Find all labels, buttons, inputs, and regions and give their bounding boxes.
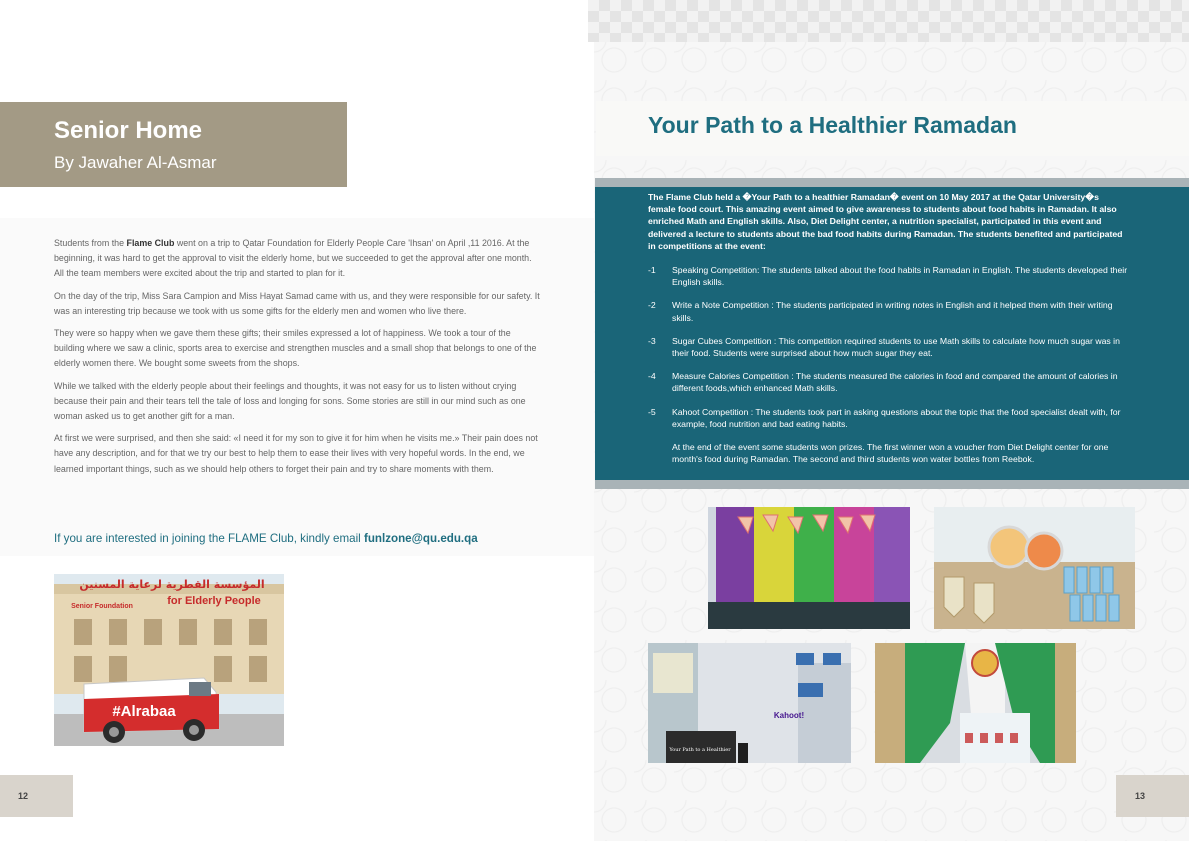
sign-small-text: Senior Foundation (71, 603, 133, 610)
sign-english-text: for Elderly People (167, 595, 261, 607)
chalkboard-text: Your Path to a Healthier (669, 747, 731, 753)
competition-item (648, 406, 1128, 430)
page-number-right: 13 (1116, 775, 1189, 817)
competition-text: Kahoot Competition : The students took part in asking questions about the topic that the food specialist dealt with, for example, food nutrition and bad eating habits. (672, 406, 1121, 429)
competition-number: -1 (648, 265, 656, 276)
flame-club-name: Flame Club (126, 238, 175, 248)
decorative-pattern-band (588, 0, 1189, 42)
article-title-box (0, 102, 347, 187)
competition-number: -3 (648, 335, 656, 346)
event-photo-curtain-stage (875, 643, 1076, 763)
competition-text: Speaking Competition: The students talked about the food habits in Ramadan in English. The students developed their English skills. (672, 265, 1128, 288)
event-closing: At the end of the event some students won prizes. The first winner won a voucher from Diet Delight center for one month's food during Ramadan. The second and third students won water bottles from Reebok. (672, 442, 1109, 465)
competition-text: Write a Note Competition : The students participated in writing notes in English and it helped them with their writing skills. (672, 300, 1113, 323)
senior-foundation-photo (54, 574, 284, 746)
page-number-left: 12 (0, 775, 73, 817)
paragraph-text: went on a trip to Qatar Foundation for Elderly People Care 'Ihsan' on April ,11 2016. At the beginning, it was hard to get the approval to visit the elderly home, but we succeeded to get the approval after one month. All the team members were excited about the trip and started to plan for it. (54, 238, 532, 279)
right-article-title: Your Path to a Healthier Ramadan (648, 112, 1017, 138)
kahoot-sign-text: Kahoot! (773, 711, 805, 720)
right-heading-band (596, 101, 1189, 156)
competition-item (648, 370, 1128, 394)
competition-item (648, 264, 1128, 288)
article-paragraph: On the day of the trip, Miss Sara Campion and Miss Hayat Samad came with us, and they were responsible for our safety. It was an interesting trip because we took with us some gifts for the elderly men and women who live there. (54, 290, 540, 316)
competition-number: -5 (648, 406, 656, 417)
competition-number: -2 (648, 300, 656, 311)
article-body (54, 236, 540, 484)
competition-text: Measure Calories Competition : The students measured the calories in food and compared the amount of calories in different foods,which enhanced Math skills. (672, 371, 1118, 394)
competition-item (648, 335, 1128, 359)
join-club-line (54, 532, 478, 545)
event-photo-kahoot-wall (648, 643, 851, 763)
sign-arabic-text: المؤسسة القطرية لرعاية المسنين (79, 578, 265, 591)
competition-number: -4 (648, 371, 656, 382)
join-text: If you are interested in joining the FLAME Club, kindly email (54, 532, 364, 545)
event-summary-content (648, 191, 1128, 465)
event-intro: The Flame Club held a �Your Path to a healthier Ramadan� event on 10 May 2017 at the Qatar University�s female food court. This amazing event aimed to give awareness to students about food habits in Ramadan. It also enriched Math and English skills. Also, Diet Delight center, a nutrition specialist, participated in this event and delivered a lecture to students about the bad food habits during Ramadan. The students benefited and participated in competitions at the event: (648, 192, 1123, 251)
event-photo-juice-table (934, 507, 1135, 629)
competition-text: Sugar Cubes Competition : This competition required students to use Math skills to calculate how much sugar was in their food. Students were surprised about how much sugar they eat. (672, 335, 1120, 359)
article-paragraph (54, 236, 540, 282)
event-photo-banners (708, 507, 910, 629)
article-paragraph: At first we were surprised, and then she said: «I need it for my son to give it for him when he visits me.» Their pain does not have any description, and for that we try our best to help them to ease their lives with very hopeful words. In the end, we learned important things, such as we should help others to forget their pain and try to share moments with them. (54, 433, 538, 474)
contact-email-link[interactable]: funlzone@qu.edu.qa (363, 532, 478, 545)
article-byline: By Jawaher Al-Asmar (54, 153, 217, 172)
paragraph-text: Students from the (54, 238, 127, 248)
article-paragraph: They were so happy when we gave them these gifts; their smiles expressed a lot of happiness. We took a tour of the building where we saw a clinic, sports area to exercise and strengthen muscles and a small shop that belongs to one of the elderly women there. We bought some sweets from the shops. (54, 328, 537, 369)
article-title: Senior Home (54, 117, 203, 144)
van-text: #Alrabaa (112, 703, 176, 720)
event-summary-box (595, 178, 1189, 489)
article-paragraph: While we talked with the elderly people about their feelings and thoughts, it was not easy for us to listen without crying because their pain and their tears tell the tale of loss and longing for sons. Some stories are still in our mind such as one woman asked us to get another gift for a man. (54, 380, 526, 422)
competition-item (648, 299, 1128, 323)
